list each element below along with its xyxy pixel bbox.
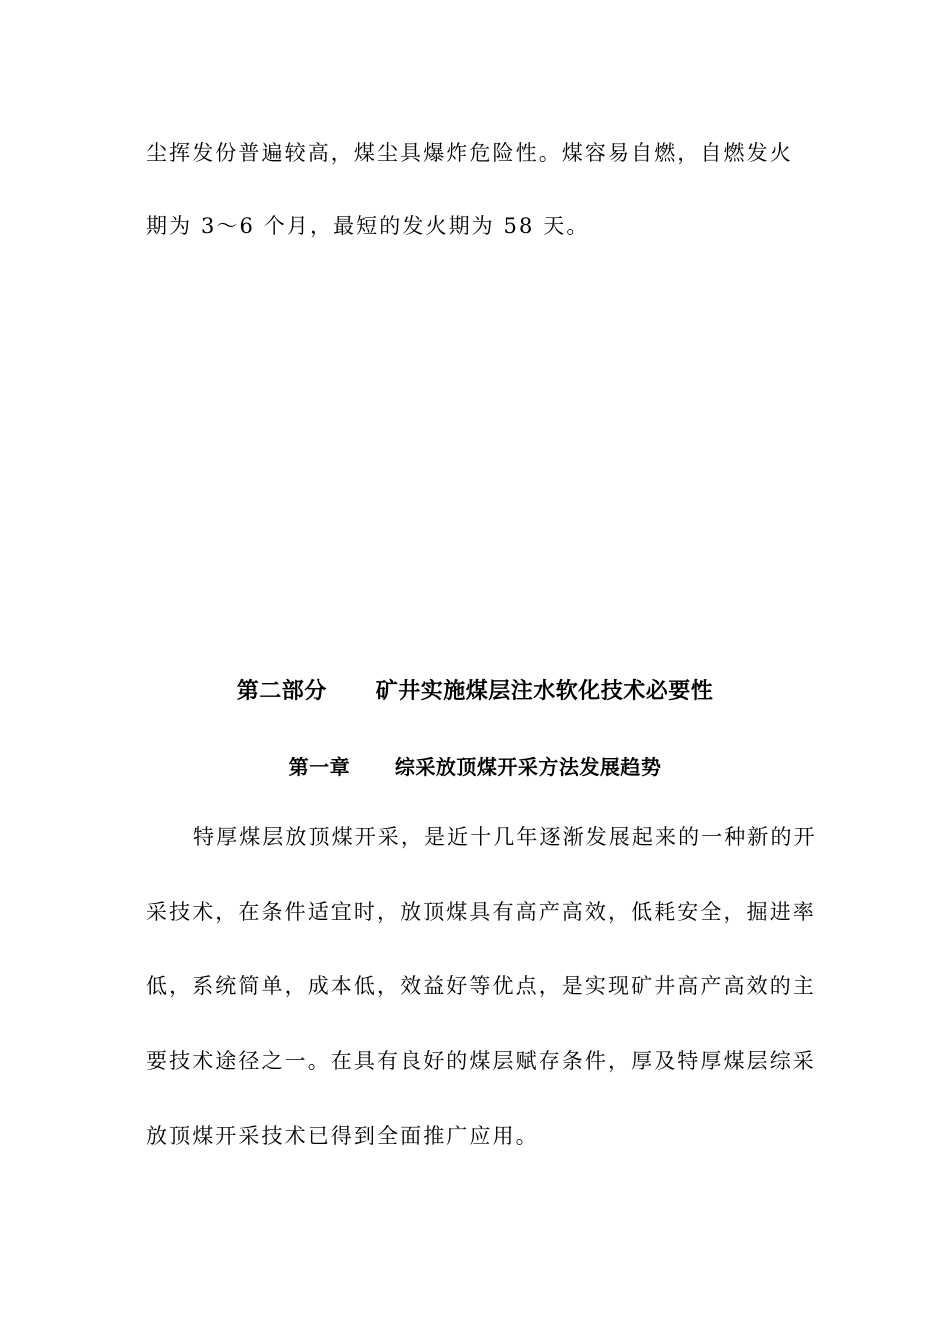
paragraph-line: 尘挥发份普遍较高，煤尘具爆炸危险性。煤容易自燃，自燃发火 bbox=[146, 141, 793, 165]
chapter-heading: 第一章 综采放顶煤开采方法发展趋势 bbox=[288, 755, 662, 779]
paragraph-line: 要技术途径之一。在具有良好的煤层赋存条件，厚及特厚煤层综采 bbox=[146, 1049, 816, 1073]
paragraph-line: 低，系统简单，成本低，效益好等优点，是实现矿井高产高效的主 bbox=[146, 974, 816, 998]
paragraph-line: 采技术，在条件适宜时，放顶煤具有高产高效，低耗安全，掘进率 bbox=[146, 900, 816, 924]
paragraph-line: 期为 3～6 个月，最短的发火期为 58 天。 bbox=[146, 214, 590, 238]
paragraph-line: 放顶煤开采技术已得到全面推广应用。 bbox=[146, 1124, 539, 1148]
part-heading: 第二部分 矿井实施煤层注水软化技术必要性 bbox=[236, 679, 714, 704]
paragraph-line: 特厚煤层放顶煤开采，是近十几年逐渐发展起来的一种新的开 bbox=[193, 825, 817, 849]
